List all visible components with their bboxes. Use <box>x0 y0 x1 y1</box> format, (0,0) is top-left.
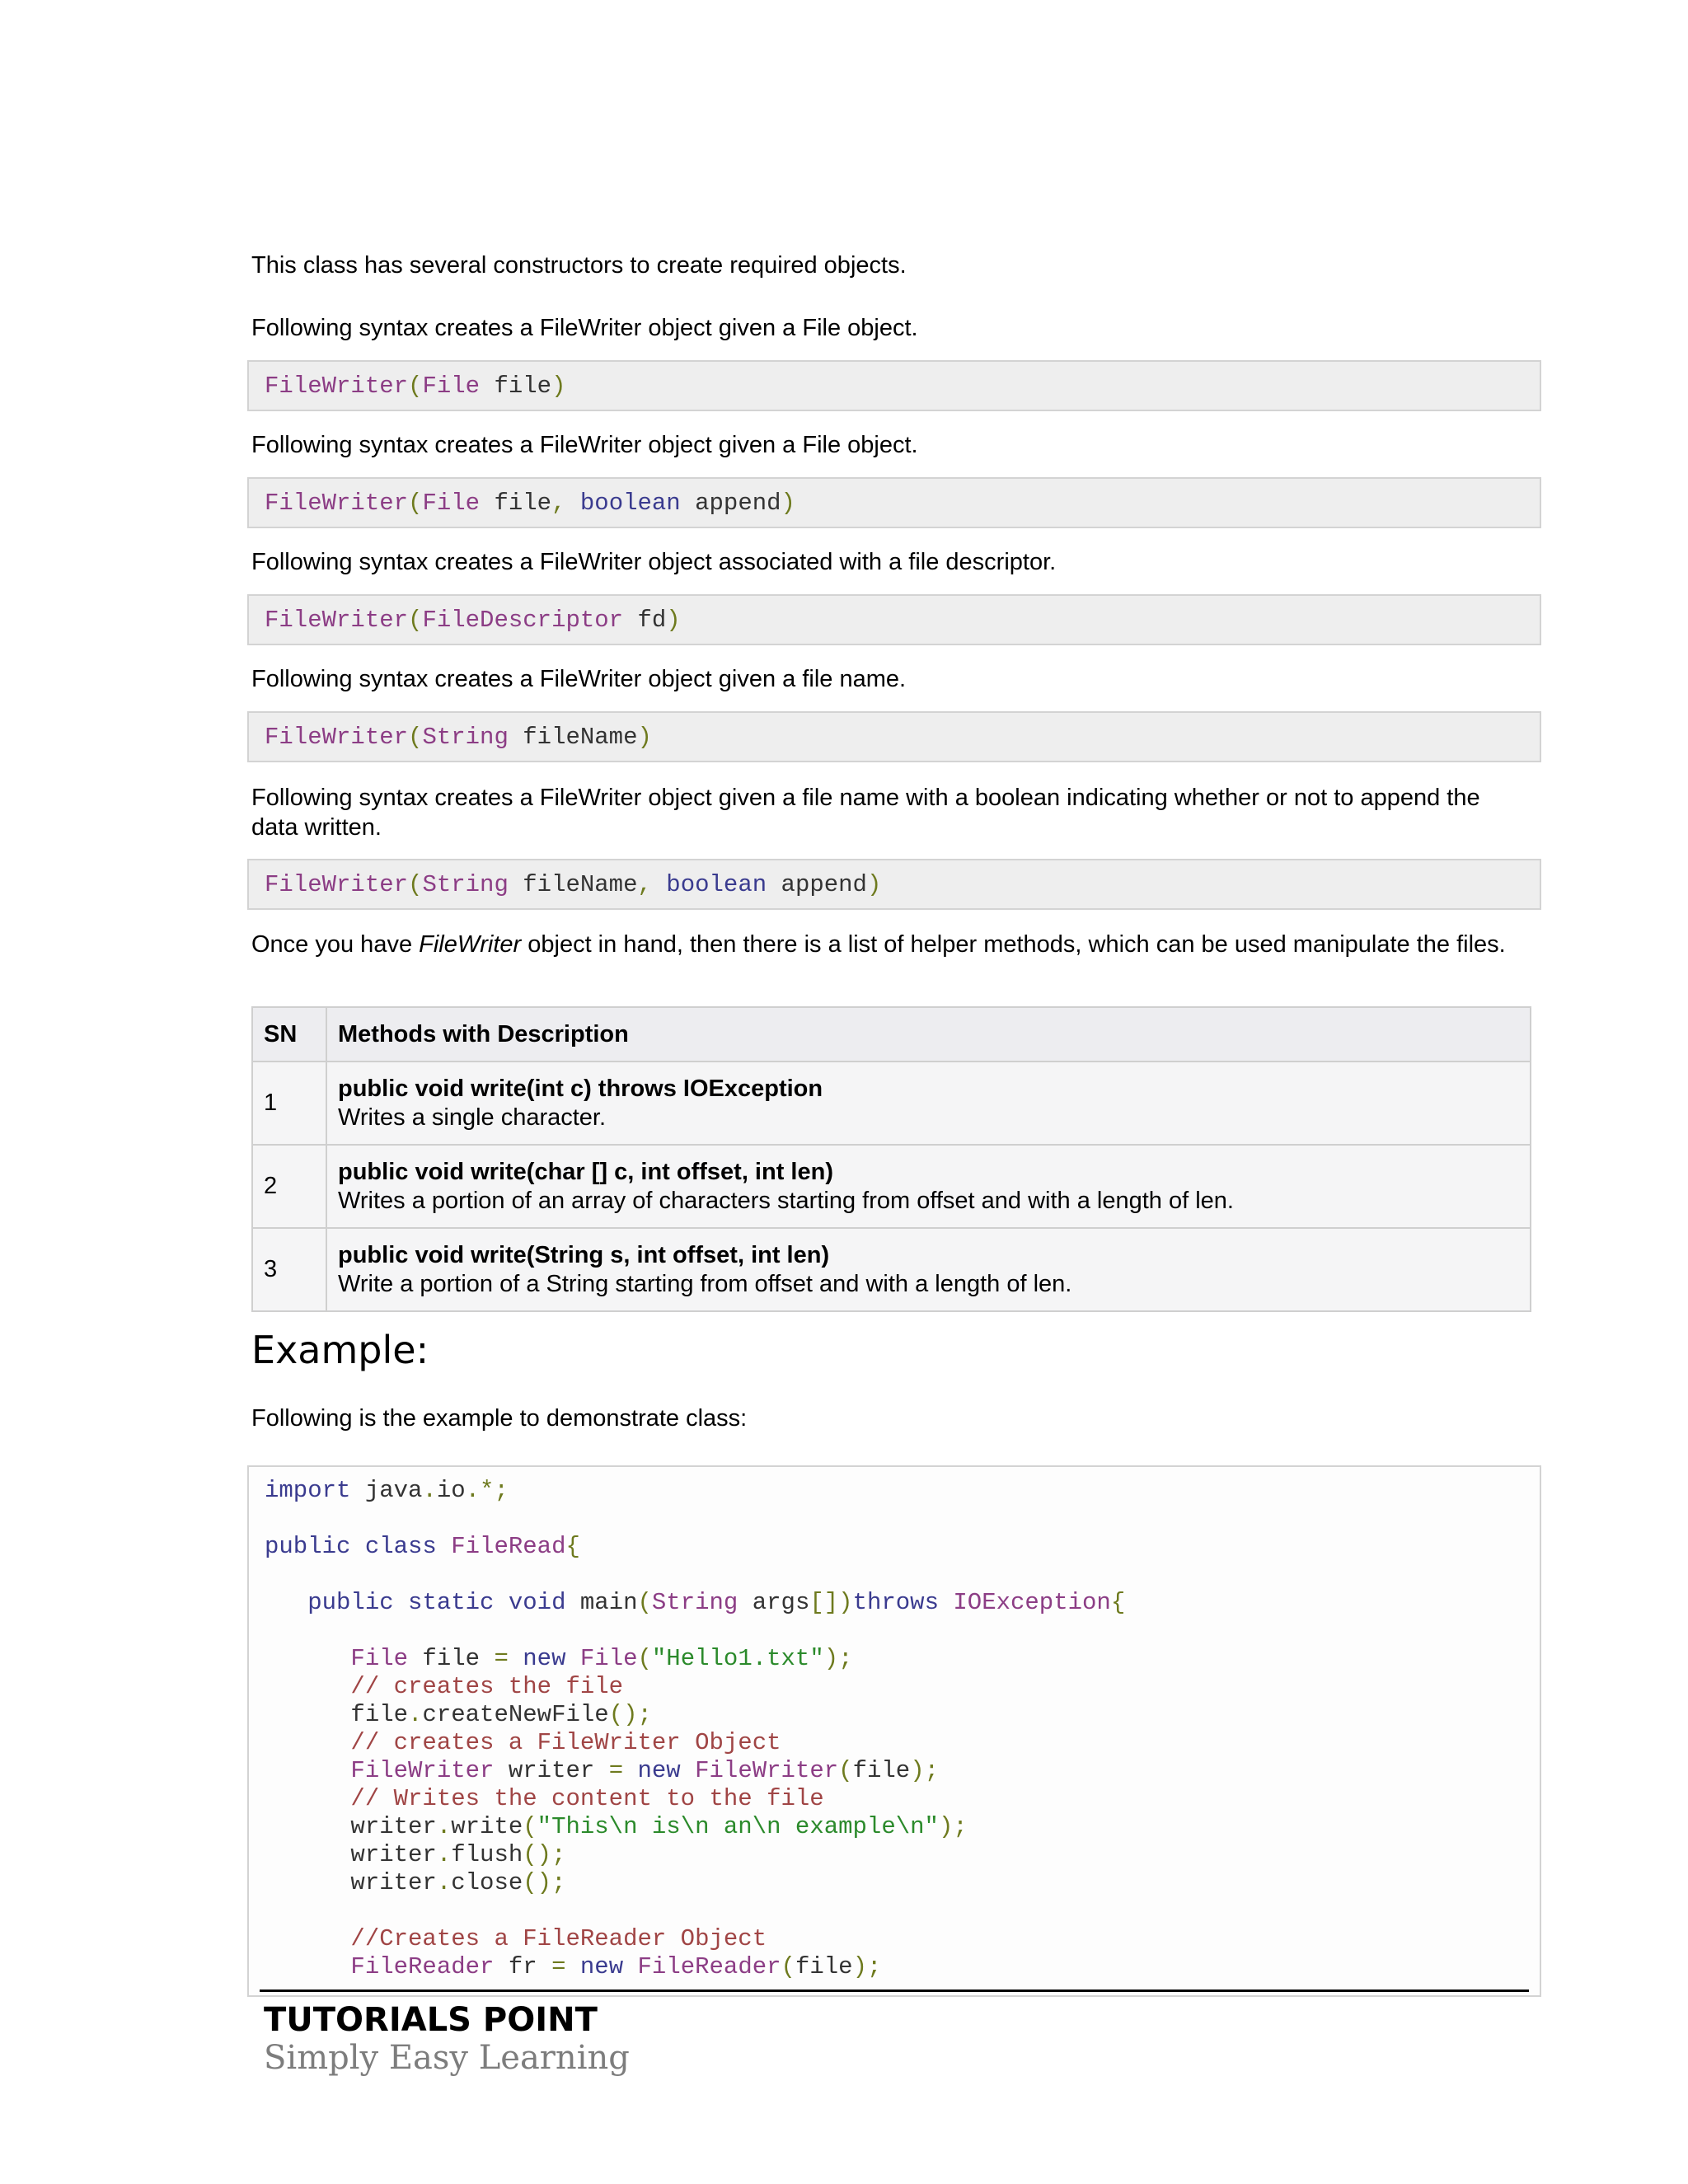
code-token: write <box>451 1813 523 1840</box>
code-token: new <box>565 1953 624 1980</box>
code-line <box>265 1477 509 1505</box>
code-token: // creates the file <box>265 1673 624 1700</box>
code-token: // Writes the content to the file <box>265 1785 824 1812</box>
code-token: FileDescriptor <box>422 607 624 634</box>
code-token: ( <box>408 490 423 517</box>
code-token: (); <box>523 1841 566 1868</box>
code-token: ( <box>523 1813 537 1840</box>
constructor-description: Following syntax creates a FileWriter object given a file name with a boolean indicating whether or not to append the data written. <box>251 785 1480 841</box>
code-line <box>265 860 881 910</box>
code-token: File <box>565 1645 638 1672</box>
code-token: main <box>565 1589 638 1616</box>
code-token: . <box>436 1813 452 1840</box>
code-line <box>265 1701 652 1729</box>
column-header-methods: Methods with Description <box>326 1007 1531 1062</box>
code-token: = <box>608 1757 624 1784</box>
code-token: = <box>494 1645 509 1672</box>
code-token: { <box>565 1533 580 1560</box>
code-token: (); <box>523 1869 566 1896</box>
helper-intro-after: object in hand, then there is a list of helper methods, which can be used manipulate the files. <box>521 931 1506 958</box>
code-line <box>265 1645 853 1673</box>
code-token: class <box>350 1533 437 1560</box>
code-token: ( <box>408 607 423 634</box>
code-token: . <box>422 1477 437 1504</box>
code-token: FileWriter <box>680 1757 839 1784</box>
code-line <box>265 1813 968 1841</box>
code-token: append <box>767 871 867 898</box>
constructor-description: Following syntax creates a FileWriter object associated with a file descriptor. <box>251 549 1057 575</box>
code-line <box>265 1785 824 1813</box>
code-token: append <box>680 490 781 517</box>
constructor-code-block <box>247 594 1541 645</box>
code-token: public <box>265 1533 351 1560</box>
code-token: file <box>408 1645 495 1672</box>
method-signature: public void write(int c) throws IOException <box>338 1075 823 1102</box>
code-line <box>265 479 795 528</box>
code-token: java <box>350 1477 423 1504</box>
code-token: ) <box>866 871 882 898</box>
method-description: Write a portion of a String starting from offset and with a length of len. <box>338 1270 1072 1297</box>
row-sn: 3 <box>252 1228 326 1311</box>
code-token: . <box>436 1869 452 1896</box>
code-token: File <box>265 1645 409 1672</box>
code-token: boolean <box>651 871 767 898</box>
code-token: writer <box>265 1841 437 1868</box>
method-description: Writes a single character. <box>338 1104 607 1131</box>
code-token: fileName <box>508 871 638 898</box>
code-token: throws <box>852 1589 939 1616</box>
code-line <box>265 1589 1125 1617</box>
helper-intro-emphasis: FileWriter <box>419 931 522 958</box>
code-token: , <box>637 871 652 898</box>
code-line <box>265 362 565 411</box>
code-token: ( <box>781 1953 795 1980</box>
row-sn: 1 <box>252 1062 326 1145</box>
code-token: new <box>508 1645 566 1672</box>
intro-text: This class has several constructors to create required objects. <box>251 252 907 279</box>
code-token: []) <box>809 1589 853 1616</box>
code-token: FileReader <box>265 1953 495 1980</box>
code-token: String <box>422 724 509 751</box>
code-line <box>265 1841 565 1869</box>
code-token: writer <box>265 1813 437 1840</box>
code-token: File <box>422 490 481 517</box>
code-token: boolean <box>565 490 681 517</box>
code-token: ) <box>551 373 566 400</box>
code-token: ( <box>408 724 423 751</box>
code-token: file <box>480 373 552 400</box>
footer-brand: TUTORIALS POINT <box>264 2001 598 2039</box>
code-token: ( <box>637 1645 652 1672</box>
code-token: FileReader <box>623 1953 781 1980</box>
code-token: writer <box>265 1869 437 1896</box>
footer-divider <box>260 1990 1529 1992</box>
code-token: fd <box>623 607 667 634</box>
code-token: import <box>265 1477 351 1504</box>
code-token: FileWriter <box>265 1757 495 1784</box>
methods-table <box>251 1006 1531 1312</box>
code-token: ( <box>408 373 423 400</box>
method-description: Writes a portion of an array of characters starting from offset and with a length of len. <box>338 1187 1234 1214</box>
code-token: , <box>551 490 566 517</box>
row-method-cell <box>326 1062 1531 1145</box>
code-token: ); <box>910 1757 939 1784</box>
code-token: writer <box>494 1757 609 1784</box>
code-line <box>265 1925 767 1953</box>
code-token: ) <box>781 490 795 517</box>
code-token: ( <box>637 1589 652 1616</box>
footer-tagline: Simply Easy Learning <box>264 2039 630 2077</box>
code-token: FileRead <box>436 1533 566 1560</box>
code-token: fr <box>494 1953 552 1980</box>
method-signature: public void write(char [] c, int offset, int len) <box>338 1158 833 1185</box>
code-token: ); <box>938 1813 968 1840</box>
code-token: // creates a FileWriter Object <box>265 1729 781 1756</box>
table-row <box>252 1062 1531 1145</box>
code-token: file <box>795 1953 853 1980</box>
code-token: //Creates a FileReader Object <box>265 1925 767 1952</box>
code-token: String <box>422 871 509 898</box>
code-token: public <box>265 1589 394 1616</box>
helper-intro-before: Once you have <box>251 931 420 958</box>
code-token: (); <box>608 1701 652 1728</box>
row-sn: 2 <box>252 1145 326 1228</box>
constructor-code-block <box>247 477 1541 528</box>
code-token: flush <box>451 1841 523 1868</box>
row-method-cell <box>326 1145 1531 1228</box>
code-token: new <box>623 1757 681 1784</box>
code-token: IOException <box>938 1589 1111 1616</box>
row-method-cell <box>326 1228 1531 1311</box>
code-token: . <box>408 1701 423 1728</box>
code-token: file <box>480 490 552 517</box>
code-token: fileName <box>508 724 638 751</box>
code-token: io <box>436 1477 466 1504</box>
code-line <box>265 1757 939 1785</box>
code-token: createNewFile <box>422 1701 609 1728</box>
code-line <box>265 1673 623 1701</box>
code-line <box>265 1953 881 1981</box>
table-header-row <box>252 1007 1531 1062</box>
table-row <box>252 1228 1531 1311</box>
code-token: String <box>651 1589 738 1616</box>
constructor-code-block <box>247 360 1541 411</box>
constructor-description: Following syntax creates a FileWriter object given a File object. <box>251 432 918 458</box>
code-token: close <box>451 1869 523 1896</box>
code-token: FileWriter <box>265 871 409 898</box>
code-line <box>265 1729 781 1757</box>
example-intro: Following is the example to demonstrate class: <box>251 1405 748 1432</box>
code-token: ); <box>852 1953 882 1980</box>
code-token: ) <box>666 607 681 634</box>
constructor-code-block <box>247 711 1541 762</box>
code-line <box>265 1533 580 1561</box>
code-token: FileWriter <box>265 490 409 517</box>
example-code-block <box>247 1465 1541 1997</box>
constructor-description: Following syntax creates a FileWriter object given a File object. <box>251 315 918 341</box>
code-token: ( <box>838 1757 853 1784</box>
code-token: file <box>265 1701 409 1728</box>
code-token: void <box>494 1589 566 1616</box>
code-token: FileWriter <box>265 373 409 400</box>
code-token: . <box>436 1841 452 1868</box>
code-token: .*; <box>465 1477 509 1504</box>
code-token: ); <box>823 1645 853 1672</box>
constructor-description: Following syntax creates a FileWriter object given a file name. <box>251 666 907 692</box>
table-row <box>252 1145 1531 1228</box>
code-token: ( <box>408 871 423 898</box>
code-token: { <box>1110 1589 1126 1616</box>
code-token: = <box>551 1953 566 1980</box>
code-token: "Hello1.txt" <box>651 1645 824 1672</box>
constructor-code-block <box>247 859 1541 910</box>
example-heading: Example: <box>251 1328 429 1372</box>
code-token: args <box>738 1589 810 1616</box>
code-line <box>265 1869 565 1897</box>
code-token: static <box>393 1589 495 1616</box>
column-header-sn: SN <box>252 1007 326 1062</box>
code-token: "This\n is\n an\n example\n" <box>537 1813 939 1840</box>
method-signature: public void write(String s, int offset, int len) <box>338 1241 830 1268</box>
code-token: file <box>852 1757 911 1784</box>
code-token: File <box>422 373 481 400</box>
code-token: FileWriter <box>265 607 409 634</box>
helper-methods-intro <box>251 930 1527 959</box>
code-token: FileWriter <box>265 724 409 751</box>
code-token: ) <box>637 724 652 751</box>
code-line <box>265 596 681 645</box>
code-line <box>265 713 652 762</box>
